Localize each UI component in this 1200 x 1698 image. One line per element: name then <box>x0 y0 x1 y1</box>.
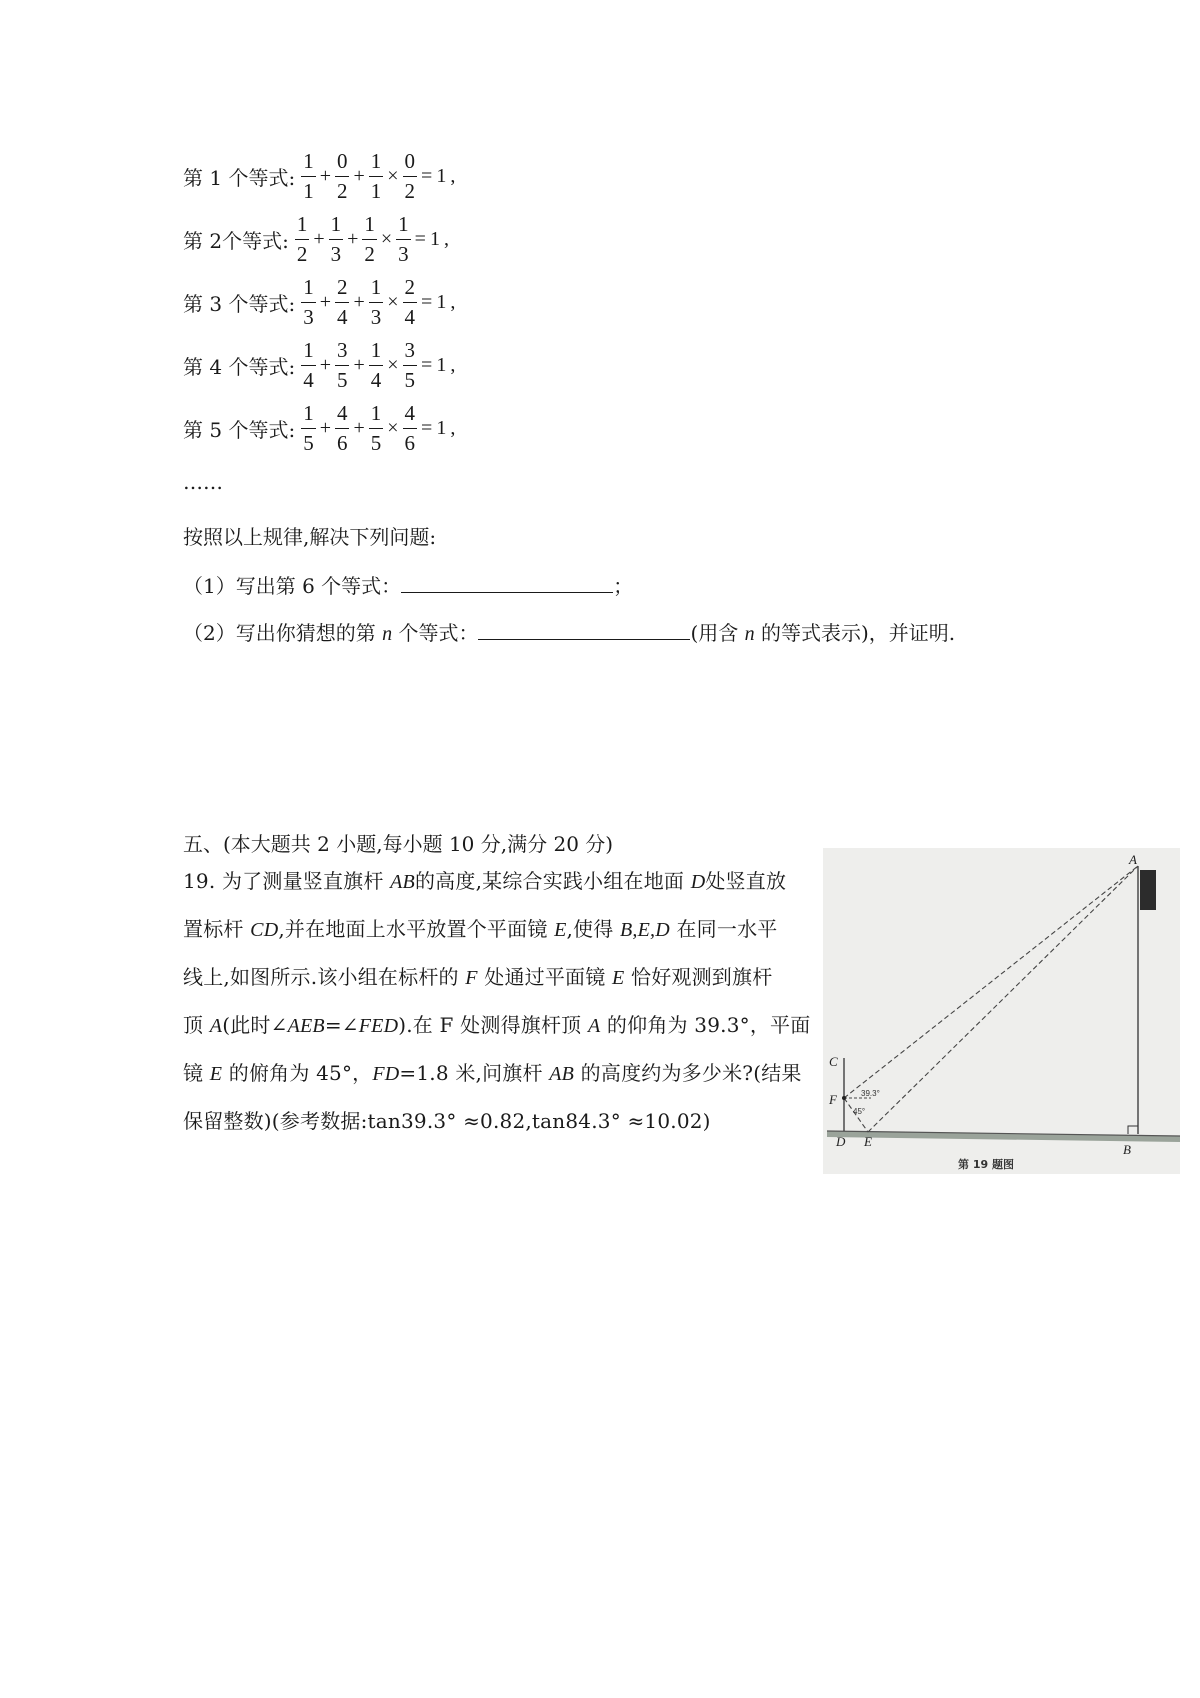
equals-sign: = <box>421 353 433 376</box>
fraction: $\frac{1}{1}$ <box>370 148 382 203</box>
fraction: $\frac{4}{6}$ <box>336 400 348 455</box>
equation-1 <box>183 146 457 206</box>
problem-line-3: 线上,如图所示.该小组在标杆的 F 处通过平面镜 E 恰好观测到旗杆 <box>183 965 773 989</box>
figure-19 <box>823 848 1180 1174</box>
section-title: 五、(本大题共 2 小题,每小题 10 分,满分 20 分) <box>183 832 614 856</box>
fraction: $\frac{1}{5}$ <box>370 400 382 455</box>
ellipsis: …… <box>183 470 223 494</box>
point-F <box>842 1096 846 1100</box>
fraction: $\frac{3}{5}$ <box>404 337 416 392</box>
plus-sign: + <box>319 416 331 439</box>
photo-background <box>823 848 1180 1174</box>
equation-5 <box>183 398 457 458</box>
question-2-suffix-b: 的等式表示)，并证明. <box>754 621 956 645</box>
plus-sign: + <box>353 353 365 376</box>
equals-sign: = <box>421 290 433 313</box>
question-2-mid: 个等式： <box>392 621 479 645</box>
fraction: $\frac{0}{2}$ <box>336 148 348 203</box>
equation-4 <box>183 335 457 395</box>
figure-caption: 第 19 题图 <box>958 1158 1014 1171</box>
times-sign: × <box>387 290 399 313</box>
plus-sign: + <box>313 227 325 250</box>
plus-sign: + <box>353 290 365 313</box>
question-1-prefix: （1）写出第 6 个等式： <box>183 574 402 598</box>
fraction: $\frac{1}{3}$ <box>398 211 409 266</box>
fraction: $\frac{1}{3}$ <box>370 274 382 329</box>
flagpole-diagram <box>823 848 1180 1174</box>
fraction: $\frac{1}{1}$ <box>303 148 314 203</box>
label-D: D <box>836 1134 846 1149</box>
problem-line-6: 保留整数)(参考数据:tan39.3° ≈0.82,tan84.3° ≈10.02) <box>183 1109 711 1133</box>
label-C: C <box>829 1054 838 1069</box>
fraction: $\frac{3}{5}$ <box>336 337 348 392</box>
question-2-suffix-a: (用含 <box>690 621 745 645</box>
question-1-suffix: ； <box>613 574 634 598</box>
plus-sign: + <box>353 416 365 439</box>
equation-3 <box>183 272 457 332</box>
fraction: $\frac{1}{3}$ <box>330 211 342 266</box>
times-sign: × <box>380 227 393 250</box>
fraction: $\frac{1}{2}$ <box>296 211 308 266</box>
equation-label: 第 1 个等式: <box>183 165 296 190</box>
plus-sign: + <box>353 164 365 187</box>
equation-result: 1 <box>436 164 447 187</box>
question-1 <box>183 572 633 598</box>
fraction: $\frac{2}{4}$ <box>404 274 416 329</box>
question-2 <box>183 619 955 646</box>
fraction: $\frac{0}{2}$ <box>404 148 416 203</box>
question-2-prefix: （2）写出你猜想的第 <box>183 621 383 645</box>
angle-45-label: 45° <box>853 1107 866 1116</box>
equals-sign: = <box>421 416 433 439</box>
flag <box>1140 870 1156 910</box>
problem-line-4: 顶 A(此时∠AEB=∠FED).在 F 处测得旗杆顶 A 的仰角为 39.3°，平面 <box>183 1013 811 1037</box>
times-sign: × <box>387 416 399 439</box>
times-sign: × <box>387 353 399 376</box>
comma: , <box>450 290 456 313</box>
variable-n: n <box>744 623 755 645</box>
problem-line-2: 置标杆 CD,并在地面上水平放置个平面镜 E,使得 B,E,D 在同一水平 <box>183 917 778 941</box>
fraction: $\frac{1}{4}$ <box>370 337 382 392</box>
fraction: $\frac{4}{6}$ <box>404 400 416 455</box>
equation-label: 第 3 个等式: <box>183 291 296 316</box>
fraction: $\frac{2}{4}$ <box>336 274 348 329</box>
fraction: $\frac{1}{2}$ <box>364 211 375 266</box>
equation-label: 第 2个等式: <box>183 228 289 253</box>
label-E: E <box>864 1134 872 1149</box>
equation-result: 1 <box>429 227 440 250</box>
equation-result: 1 <box>436 353 447 376</box>
plus-sign: + <box>319 353 331 376</box>
fraction: $\frac{1}{5}$ <box>303 400 314 455</box>
problem-19 <box>183 858 811 1145</box>
label-A: A <box>1129 852 1137 867</box>
problem-line-1: 19. 为了测量竖直旗杆 AB的高度,某综合实践小组在地面 D处竖直放 <box>183 869 787 893</box>
comma: , <box>450 353 456 376</box>
comma: , <box>450 416 456 439</box>
fraction: $\frac{1}{3}$ <box>303 274 314 329</box>
problem-line-5: 镜 E 的俯角为 45°，FD=1.8 米,问旗杆 AB 的高度约为多少米?(结果 <box>183 1061 802 1085</box>
plus-sign: + <box>347 227 359 250</box>
plus-sign: + <box>319 164 331 187</box>
times-sign: × <box>387 164 399 187</box>
instruction: 按照以上规律,解决下列问题: <box>183 525 437 549</box>
fraction: $\frac{1}{4}$ <box>303 337 314 392</box>
equation-result: 1 <box>436 290 447 313</box>
label-B: B <box>1123 1142 1131 1157</box>
plus-sign: + <box>319 290 331 313</box>
angle-39-label: 39.3° <box>861 1089 880 1098</box>
answer-blank-2[interactable] <box>478 619 690 640</box>
equation-label: 第 5 个等式: <box>183 417 296 442</box>
equation-result: 1 <box>436 416 447 439</box>
equation-2 <box>183 209 451 269</box>
equation-label: 第 4 个等式: <box>183 354 296 379</box>
variable-n: n <box>382 623 393 645</box>
answer-blank-1[interactable] <box>401 572 613 593</box>
comma: , <box>450 164 456 187</box>
label-F: F <box>829 1092 837 1107</box>
equals-sign: = <box>414 227 426 250</box>
equals-sign: = <box>421 164 433 187</box>
comma: , <box>443 227 449 250</box>
